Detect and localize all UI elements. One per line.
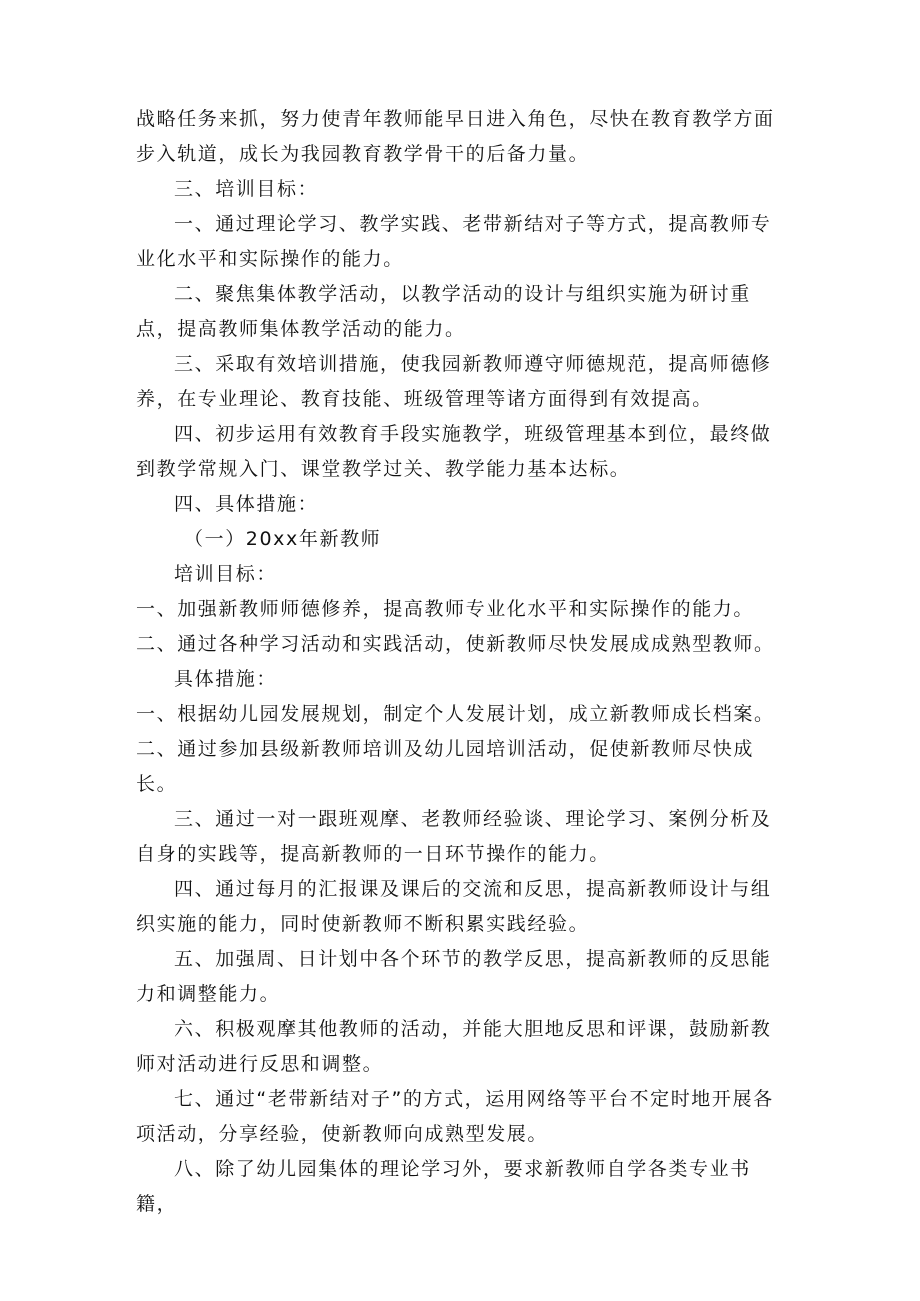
paragraph: 二、聚焦集体教学活动，以教学活动的设计与组织实施为研讨重点，提高教师集体教学活动的能力。 xyxy=(136,283,751,340)
subheading: 培训目标： xyxy=(174,563,278,585)
paragraph: 三、通过一对一跟班观摩、老教师经验谈、理论学习、案例分析及自身的实践等，提高新教师的一日环节操作的能力。 xyxy=(136,808,772,865)
paragraph: 七、通过“老带新结对子”的方式，运用网络等平台不定时地开展各项活动，分享经验，使新教师向成熟型发展。 xyxy=(136,1088,774,1145)
paragraph: 四、通过每月的汇报课及课后的交流和反思，提高新教师设计与组织实施的能力，同时使新教师不断积累实践经验。 xyxy=(136,878,772,935)
paragraph: 五、加强周、日计划中各个环节的教学反思，提高新教师的反思能力和调整能力。 xyxy=(136,948,772,1005)
paragraph: 一、根据幼儿园发展规划，制定个人发展计划，成立新教师成长档案。 xyxy=(136,703,775,725)
document-body xyxy=(136,102,786,1222)
paragraph: 二、通过各种学习活动和实践活动，使新教师尽快发展成成熟型教师。 xyxy=(136,633,775,655)
paragraph: 六、积极观摩其他教师的活动，并能大胆地反思和评课，鼓励新教师对活动进行反思和调整。 xyxy=(136,1018,772,1075)
paragraph: 战略任务来抓，努力使青年教师能早日进入角色，尽快在教育教学方面步入轨道，成长为我园教育教学骨干的后备力量。 xyxy=(136,108,775,165)
paragraph: 一、加强新教师师德修养，提高教师专业化水平和实际操作的能力。 xyxy=(136,598,755,620)
section-heading: 四、具体措施： xyxy=(174,493,319,515)
paragraph: 一、通过理论学习、教学实践、老带新结对子等方式，提高教师专业化水平和实际操作的能力。 xyxy=(136,213,772,270)
subheading: 具体措施： xyxy=(174,668,278,690)
paragraph: 八、除了幼儿园集体的理论学习外，要求新教师自学各类专业书籍， xyxy=(136,1158,751,1215)
subsection-heading: （一）20xx年新教师 xyxy=(184,528,382,550)
paragraph: 三、采取有效培训措施，使我园新教师遵守师德规范，提高师德修养，在专业理论、教育技能、班级管理等诸方面得到有效提高。 xyxy=(136,353,772,410)
paragraph: 四、初步运用有效教育手段实施教学，班级管理基本到位，最终做到教学常规入门、课堂教学过关、教学能力基本达标。 xyxy=(136,423,772,480)
section-heading: 三、培训目标： xyxy=(174,178,319,200)
paragraph: 二、通过参加县级新教师培训及幼儿园培训活动，促使新教师尽快成长。 xyxy=(136,738,755,795)
